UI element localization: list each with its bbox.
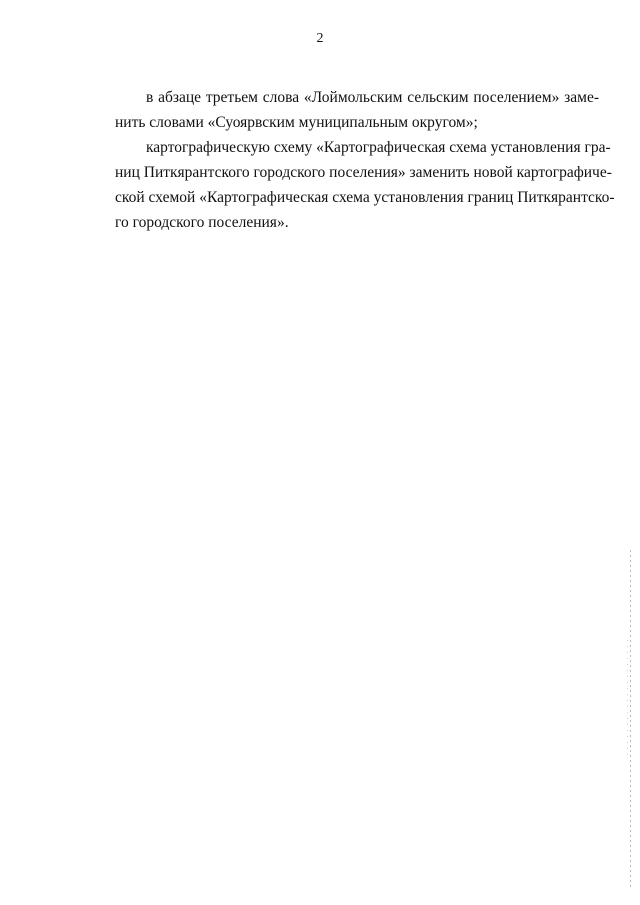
paragraph-1-line-2: нить словами «Суоярвским муниципальным округом»;: [115, 114, 478, 131]
paragraph-1-line-1: в абзаце третьем слова «Лоймольским сельским поселением» заме-: [146, 89, 599, 106]
paragraph-2-line-1: картографическую схему «Картографическая схема установления гра-: [146, 139, 611, 156]
document-body: [115, 85, 615, 235]
paragraph-2-line-2: ниц Питкярантского городского поселения» заменить новой картографиче-: [115, 164, 612, 181]
scan-edge-artifact: [630, 550, 631, 890]
scan-edge-artifact-secondary: [627, 640, 628, 760]
paragraph-2-line-3: ской схемой «Картографическая схема установления границ Питкярантско-: [115, 189, 615, 206]
paragraph-1: [115, 85, 599, 135]
page-number: 2: [316, 31, 324, 46]
paragraph-2-line-4: го городского поселения».: [115, 214, 289, 231]
paragraph-2: [115, 135, 615, 235]
